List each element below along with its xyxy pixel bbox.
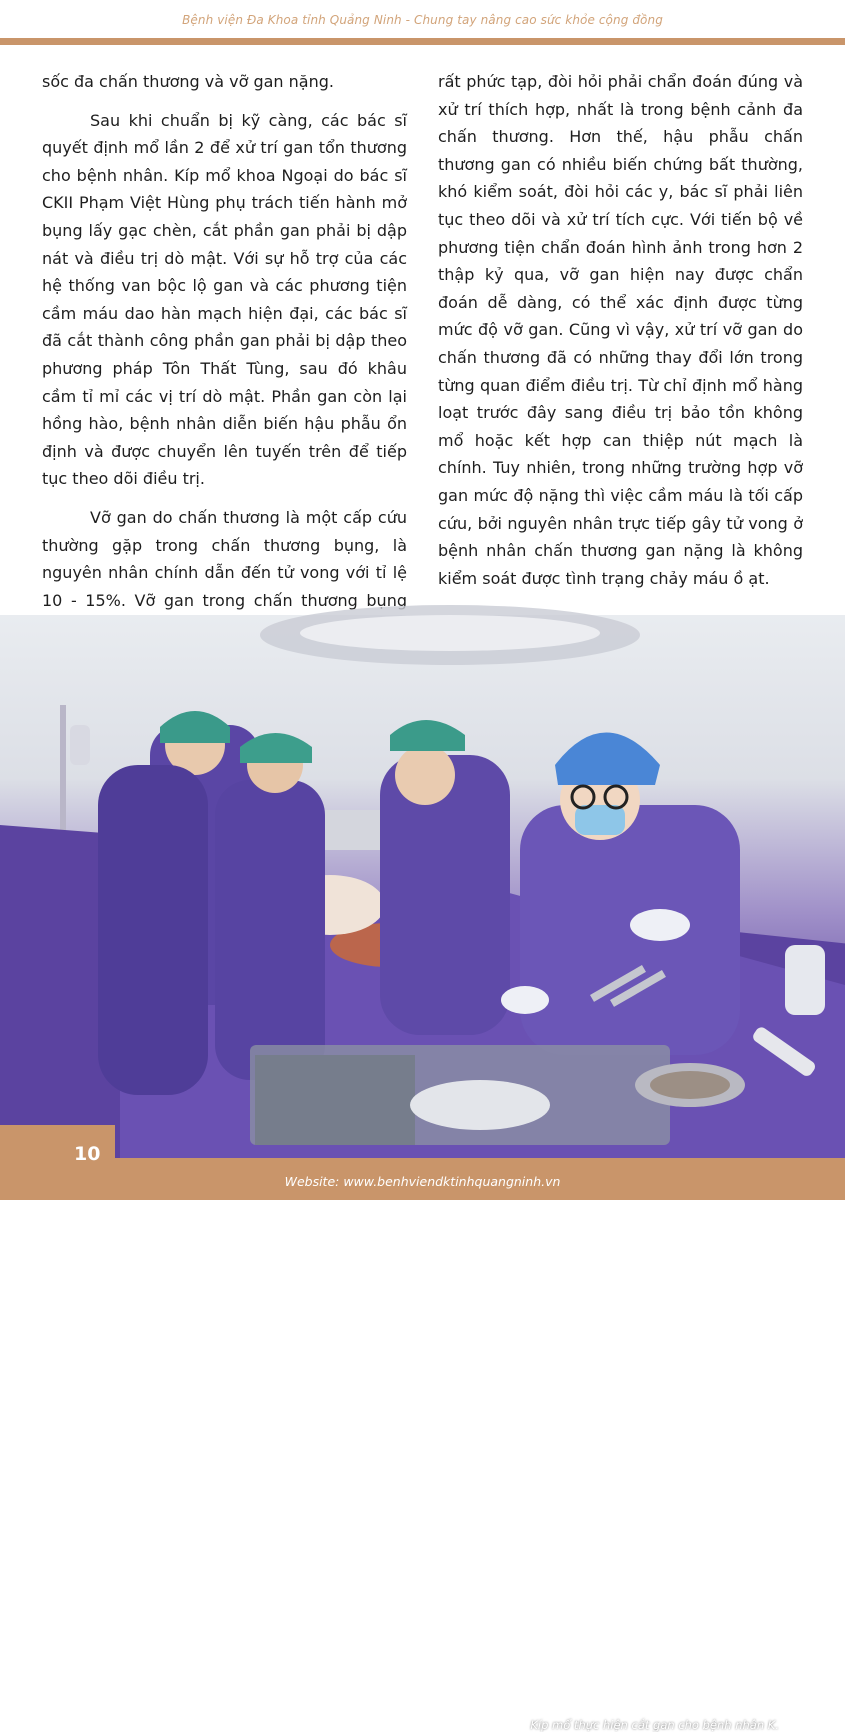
surgery-illustration (0, 615, 845, 1160)
photo-caption: Kíp mổ thực hiện cắt gan cho bệnh nhân K. (530, 1718, 779, 1732)
footer-website: Website: www.benhviendktinhquangninh.vn (284, 1174, 561, 1189)
footer-bar (115, 1158, 845, 1200)
paragraph: Sau khi chuẩn bị kỹ càng, các bác sĩ quyết định mổ lần 2 để xử trí gan tổn thương cho bệnh nhân. Kíp mổ khoa Ngoại do bác sĩ CKII Phạm Việt Hùng phụ trách tiến hành mở bụng lấy gạc chèn, cắt phần gan phải bị dập nát và điều trị dò mật. Với sự hỗ trợ của các hệ thống van bộc lộ gan và các phương tiện cầm máu dao hàn mạch hiện đại, các bác sĩ đã cắt thành công phần gan phải bị dập theo phương pháp Tôn Thất Tùng, sau đó khâu cầm tỉ mỉ các vị trí dò mật. Phần gan còn lại hồng hào, bệnh nhân diễn biến hậu phẫu ổn định và được chuyển lên tuyến trên để tiếp tục theo dõi điều trị. (42, 110, 407, 489)
page-header (0, 0, 845, 42)
page-footer (0, 1125, 845, 1200)
paragraph: Vỡ gan do chấn thương là một cấp cứu thường gặp trong chấn thương bụng, là nguyên nhân chính dẫn đến tử vong với tỉ lệ 10 - 15%. Vỡ gan trong chấn thương bụng (42, 507, 407, 610)
article-column-right (438, 68, 803, 603)
article-column-left (42, 68, 407, 653)
paragraph: rất phức tạp, đòi hỏi phải chẩn đoán đúng và xử trí thích hợp, nhất là trong bệnh cảnh đa chấn thương. Hơn thế, hậu phẫu chấn thương gan có nhiều biến chứng bất thường, khó kiểm soát, đòi hỏi các y, bác sĩ phải liên tục theo dõi và xử trí tích cực. Với tiến bộ về phương tiện chẩn đoán hình ảnh trong hơn 2 thập kỷ qua, vỡ gan hiện nay được chẩn đoán dễ dàng, có thể xác định được từng mức độ vỡ gan. Cũng vì vậy, xử trí vỡ gan do chấn thương đã có những thay đổi lớn trong từng quan điểm điều trị. Từ chỉ định mổ hàng loạt trước đây sang điều trị bảo tồn không mổ hoặc kết hợp can thiệp nút mạch là chính. Tuy nhiên, trong những trường hợp vỡ gan mức độ nặng thì việc cầm máu là tối cấp cứu, bởi nguyên nhân trực tiếp gây tử vong ở bệnh nhân chấn thương gan nặng là không kiểm soát được tình trạng chảy máu ồ ạt. (438, 72, 803, 588)
header-bar (0, 38, 845, 45)
paragraph: sốc đa chấn thương và vỡ gan nặng. (42, 72, 334, 91)
page-number: 10 (74, 1143, 101, 1165)
header-title: Bệnh viện Đa Khoa tỉnh Quảng Ninh - Chung tay nâng cao sức khỏe cộng đồng (182, 13, 663, 27)
